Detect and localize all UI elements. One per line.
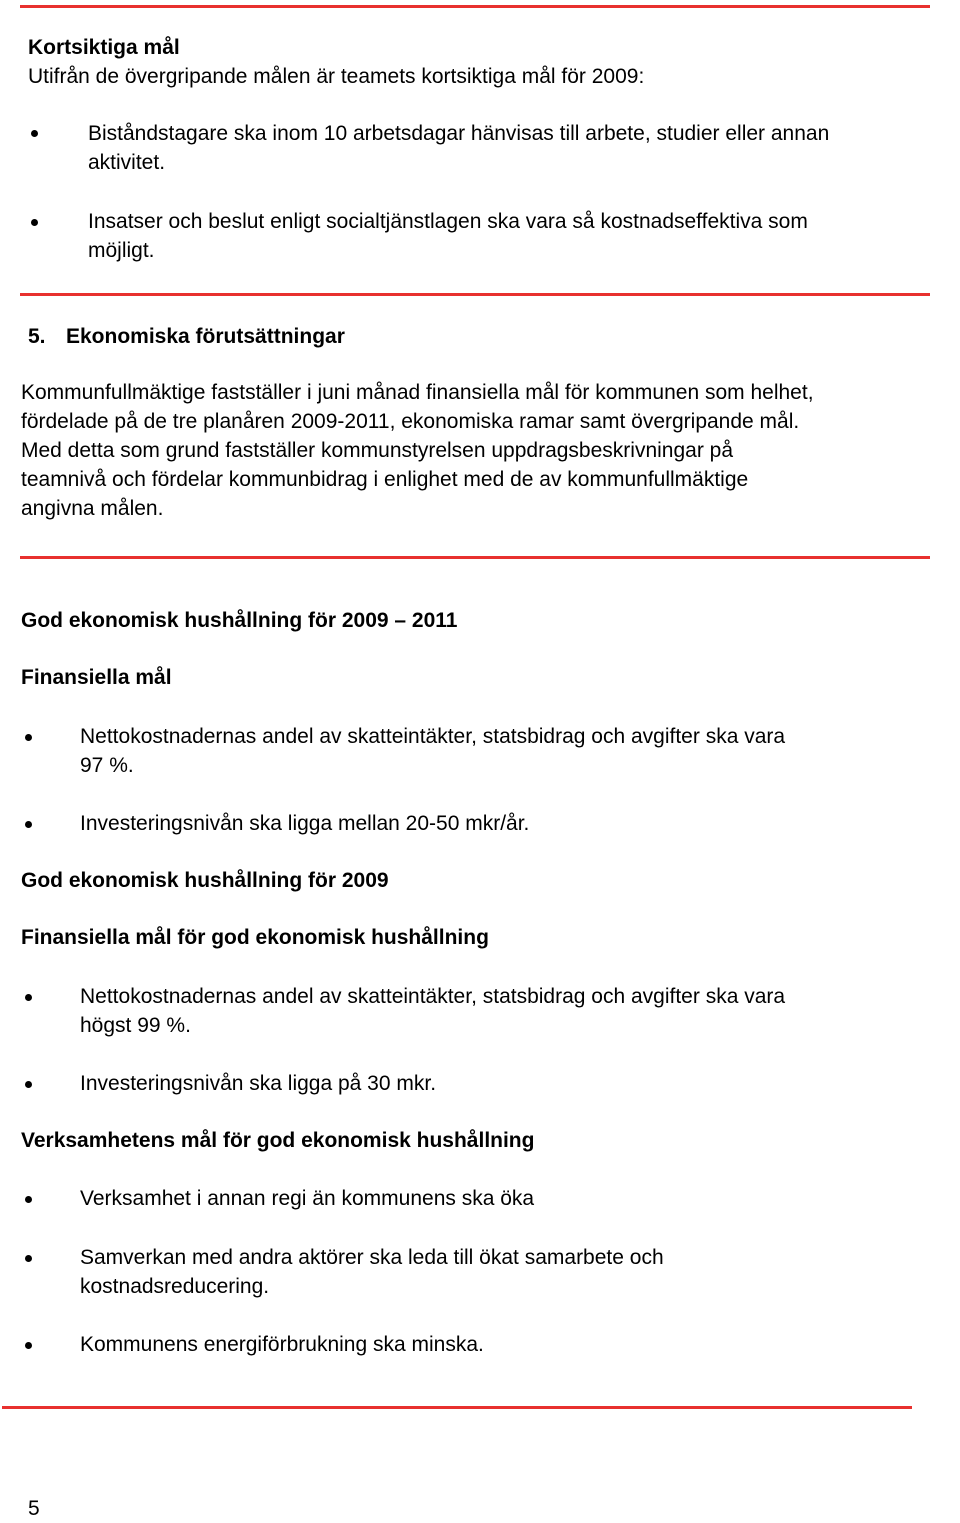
economy-2009-2011-goal-2 <box>80 809 529 838</box>
goal-line: Verksamhet i annan regi än kommunens ska öka <box>80 1187 535 1210</box>
economy-2009-goal-2 <box>80 1069 436 1098</box>
bullet-icon <box>25 1255 32 1262</box>
economy-2009-2011-goal-1 <box>80 722 785 780</box>
page-number: 5 <box>28 1497 40 1520</box>
section-5-title: Ekonomiska förutsättningar <box>66 325 345 348</box>
paragraph-line: Kommunfullmäktige fastställer i juni månad finansiella mål för kommunen som helhet, <box>21 381 814 404</box>
economy-2009-subheading: Finansiella mål för god ekonomisk hushållning <box>21 926 489 949</box>
goal-line: Samverkan med andra aktörer ska leda till ökat samarbete och <box>80 1246 664 1269</box>
short-term-goal-2 <box>88 207 808 265</box>
paragraph-line: angivna målen. <box>21 497 164 520</box>
section-5-paragraph <box>21 378 814 523</box>
goal-line: 97 %. <box>80 754 134 777</box>
bullet-icon <box>25 734 32 741</box>
goal-line: Nettokostnadernas andel av skatteintäkter, statsbidrag och avgifter ska vara <box>80 985 786 1008</box>
paragraph-line: Med detta som grund fastställer kommunstyrelsen uppdragsbeskrivningar på <box>21 439 734 462</box>
section-divider <box>20 556 930 559</box>
goal-line: högst 99 %. <box>80 1014 191 1037</box>
paragraph-line: fördelade på de tre planåren 2009-2011, ekonomiska ramar samt övergripande mål. <box>21 410 800 433</box>
top-divider <box>20 5 930 8</box>
section-5-number: 5. <box>28 325 46 348</box>
economy-2009-2011-heading: God ekonomisk hushållning för 2009 – 2011 <box>21 609 458 632</box>
operations-goal-2 <box>80 1243 664 1301</box>
short-term-intro: Utifrån de övergripande målen är teamets kortsiktiga mål för 2009: <box>28 65 645 88</box>
goal-line: möjligt. <box>88 239 155 262</box>
section-divider <box>20 293 930 296</box>
bullet-icon <box>31 219 38 226</box>
short-term-goal-1 <box>88 119 829 177</box>
goal-line: kostnadsreducering. <box>80 1275 270 1298</box>
bullet-icon <box>31 130 38 137</box>
economy-2009-goal-1 <box>80 982 785 1040</box>
goal-line: Nettokostnadernas andel av skatteintäkter, statsbidrag och avgifter ska vara <box>80 725 786 748</box>
bullet-icon <box>25 821 32 828</box>
bullet-icon <box>25 1342 32 1349</box>
goal-line: Kommunens energiförbrukning ska minska. <box>80 1333 484 1356</box>
bullet-icon <box>25 1196 32 1203</box>
operations-goal-3 <box>80 1330 484 1359</box>
short-term-heading: Kortsiktiga mål <box>28 36 180 59</box>
bottom-divider <box>2 1406 912 1409</box>
operations-heading: Verksamhetens mål för god ekonomisk hushållning <box>21 1129 535 1152</box>
goal-line: Insatser och beslut enligt socialtjänstlagen ska vara så kostnadseffektiva som <box>88 210 808 233</box>
economy-2009-heading: God ekonomisk hushållning för 2009 <box>21 869 389 892</box>
paragraph-line: teamnivå och fördelar kommunbidrag i enlighet med de av kommunfullmäktige <box>21 468 749 491</box>
goal-line: Investeringsnivån ska ligga mellan 20-50 mkr/år. <box>80 812 530 835</box>
bullet-icon <box>25 994 32 1001</box>
goal-line: Biståndstagare ska inom 10 arbetsdagar hänvisas till arbete, studier eller annan <box>88 122 830 145</box>
goal-line: aktivitet. <box>88 151 166 174</box>
bullet-icon <box>25 1081 32 1088</box>
goal-line: Investeringsnivån ska ligga på 30 mkr. <box>80 1072 437 1095</box>
economy-2009-2011-subheading: Finansiella mål <box>21 666 172 689</box>
operations-goal-1 <box>80 1184 534 1213</box>
